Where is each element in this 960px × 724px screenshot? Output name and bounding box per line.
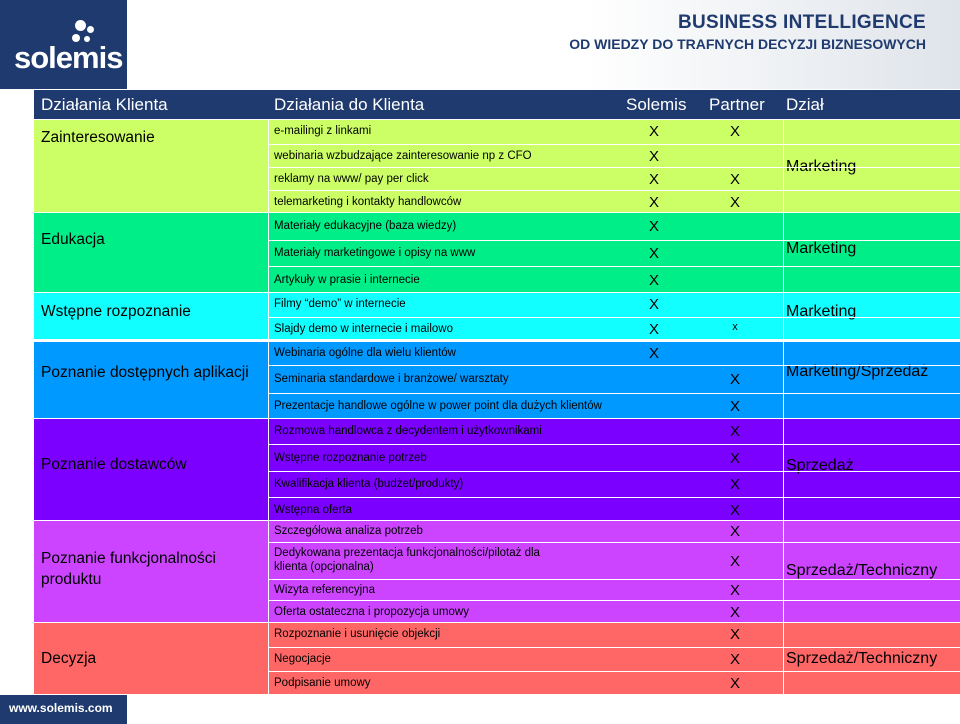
- activity-label: Prezentacje handlowe ogólne w power point dla dużych klientów: [274, 400, 602, 412]
- stage-band-poznanie_dostawcow: [34, 418, 960, 521]
- mark-solemis: X: [648, 321, 659, 338]
- mark-solemis: X: [648, 148, 659, 165]
- activity-label: Wstępne rozpoznanie potrzeb: [274, 452, 427, 464]
- activity-label: Oferta ostateczna i propozycja umowy: [274, 606, 469, 618]
- stage-band-funkcjonalnosci: [34, 520, 960, 622]
- activity-label: Wizyta referencyjna: [274, 584, 375, 596]
- mark-solemis: X: [648, 296, 659, 313]
- column-divider: [268, 521, 269, 623]
- activity-label: reklamy na www/ pay per click: [274, 173, 429, 185]
- mark-partner: x: [732, 321, 738, 333]
- stage-label: Poznanie dostawców: [41, 456, 187, 473]
- table-header-row: [34, 90, 960, 119]
- stage-label: Wstępne rozpoznanie: [41, 303, 191, 320]
- table-row: [268, 600, 960, 624]
- activity-label: e-mailingi z linkami: [274, 125, 372, 137]
- table-row: [268, 623, 960, 647]
- department-label: Marketing: [786, 158, 857, 175]
- column-divider: [268, 213, 269, 293]
- column-divider: [783, 213, 784, 293]
- mark-partner: X: [729, 476, 740, 493]
- mark-solemis: X: [648, 218, 659, 235]
- mark-partner: X: [729, 423, 740, 440]
- mark-partner: X: [729, 398, 740, 415]
- logo-text: solemis: [14, 40, 123, 75]
- activity-label: Filmy “demo” w internecie: [274, 298, 406, 310]
- department-label: Sprzedaż/Techniczny: [786, 562, 938, 579]
- activity-label: webinaria wzbudzające zainteresowanie np z CFO: [274, 150, 532, 162]
- table-row: [268, 419, 960, 444]
- column-divider: [268, 419, 269, 522]
- table-row: [268, 120, 960, 144]
- column-divider: [783, 623, 784, 695]
- mark-solemis: X: [648, 194, 659, 211]
- column-divider: [268, 623, 269, 695]
- logo: [0, 0, 127, 89]
- table-row: [268, 213, 960, 240]
- stage-band-edukacja: [34, 212, 960, 292]
- stage-label: Poznanie funkcjonalności produktu: [41, 550, 216, 588]
- mark-partner: X: [729, 582, 740, 599]
- table-row: [268, 444, 960, 472]
- column-divider: [783, 120, 784, 213]
- stage-label: Edukacja: [41, 231, 105, 248]
- activity-label: telemarketing i kontakty handlowców: [274, 196, 462, 208]
- table-row: [268, 240, 960, 267]
- stage-band-decyzja: [34, 622, 960, 694]
- page-title: BUSINESS INTELLIGENCE: [677, 12, 926, 33]
- table-row: [268, 293, 960, 317]
- page-subtitle: OD WIEDZY DO TRAFNYCH DECYZJI BIZNESOWYCH: [569, 36, 926, 52]
- matrix-table: [34, 90, 960, 694]
- col-client-actions: Działania Klienta: [41, 95, 168, 114]
- department-label: Marketing/Sprzedaż: [786, 363, 929, 380]
- department-label: Sprzedaż/Techniczny: [786, 650, 938, 667]
- department-label: Marketing: [786, 303, 857, 320]
- stage-band-wstepne: [34, 292, 960, 339]
- mark-solemis: X: [648, 272, 659, 289]
- table-row: [268, 342, 960, 365]
- col-actions-to-client: Działania do Klienta: [274, 95, 425, 114]
- activity-label: Materiały edukacyjne (baza wiedzy): [274, 220, 457, 232]
- table-row: [268, 471, 960, 498]
- activity-label: Dedykowana prezentacja funkcjonalności/pilotaż dla klienta (opcjonalna): [274, 547, 540, 573]
- activity-label: Szczegółowa analiza potrzeb: [274, 525, 423, 537]
- stage-label: Decyzja: [41, 650, 97, 667]
- stage-band-poznanie_aplikacji: [34, 341, 960, 418]
- mark-partner: X: [729, 553, 740, 570]
- mark-partner: X: [729, 523, 740, 540]
- activity-label: Webinaria ogólne dla wielu klientów: [274, 347, 456, 359]
- col-department: Dział: [786, 95, 824, 114]
- mark-partner: X: [729, 626, 740, 643]
- logo-dot-icon: [75, 20, 86, 31]
- mark-partner: X: [729, 171, 740, 188]
- mark-partner: X: [729, 371, 740, 388]
- table-row: [268, 144, 960, 168]
- activity-label: Kwalifikacja klienta (budżet/produkty): [274, 478, 464, 490]
- col-solemis: Solemis: [626, 95, 687, 114]
- table-row: [268, 190, 960, 214]
- column-divider: [783, 521, 784, 623]
- table-row: [268, 542, 960, 580]
- table-row: [268, 167, 960, 191]
- logo-dot-icon: [87, 26, 94, 33]
- mark-partner: X: [729, 123, 740, 140]
- column-divider: [268, 293, 269, 340]
- activity-label: Rozpoznanie i usunięcie objekcji: [274, 628, 441, 640]
- table-row: [268, 317, 960, 341]
- mark-partner: X: [729, 651, 740, 668]
- table-row: [268, 579, 960, 601]
- department-label: Sprzedaż: [786, 457, 854, 474]
- table-row: [268, 393, 960, 420]
- activity-label: Slajdy demo w internecie i mailowo: [274, 323, 453, 335]
- column-divider: [783, 419, 784, 522]
- activity-label: Seminaria standardowe i branżowe/ warsztaty: [274, 373, 509, 385]
- column-divider: [783, 293, 784, 340]
- table-row: [268, 521, 960, 542]
- footer: [0, 695, 127, 724]
- mark-partner: X: [729, 675, 740, 692]
- footer-url: www.solemis.com: [9, 701, 113, 715]
- column-divider: [268, 342, 269, 419]
- department-label: Marketing: [786, 240, 857, 257]
- mark-solemis: X: [648, 123, 659, 140]
- table-row: [268, 365, 960, 394]
- activity-label: Materiały marketingowe i opisy na www: [274, 247, 476, 259]
- column-divider: [783, 342, 784, 419]
- table-row: [268, 671, 960, 696]
- mark-partner: X: [729, 194, 740, 211]
- column-divider: [268, 120, 269, 213]
- mark-solemis: X: [648, 171, 659, 188]
- mark-partner: X: [729, 604, 740, 621]
- activity-label: Negocjacje: [274, 653, 331, 665]
- stage-label: Poznanie dostępnych aplikacji: [41, 364, 249, 381]
- table-row: [268, 647, 960, 672]
- mark-solemis: X: [648, 345, 659, 362]
- table-row: [268, 266, 960, 294]
- mark-solemis: X: [648, 245, 659, 262]
- activity-label: Wstępna oferta: [274, 504, 352, 516]
- stage-label: Zainteresowanie: [41, 129, 155, 146]
- mark-partner: X: [729, 450, 740, 467]
- activity-label: Podpisanie umowy: [274, 677, 371, 689]
- mark-partner: X: [729, 502, 740, 519]
- stage-band-zainteresowanie: [34, 119, 960, 212]
- activity-label: Rozmowa handlowca z decydentem i użytkownikami: [274, 425, 542, 437]
- col-partner: Partner: [709, 95, 765, 114]
- activity-label: Artykuły w prasie i internecie: [274, 274, 420, 286]
